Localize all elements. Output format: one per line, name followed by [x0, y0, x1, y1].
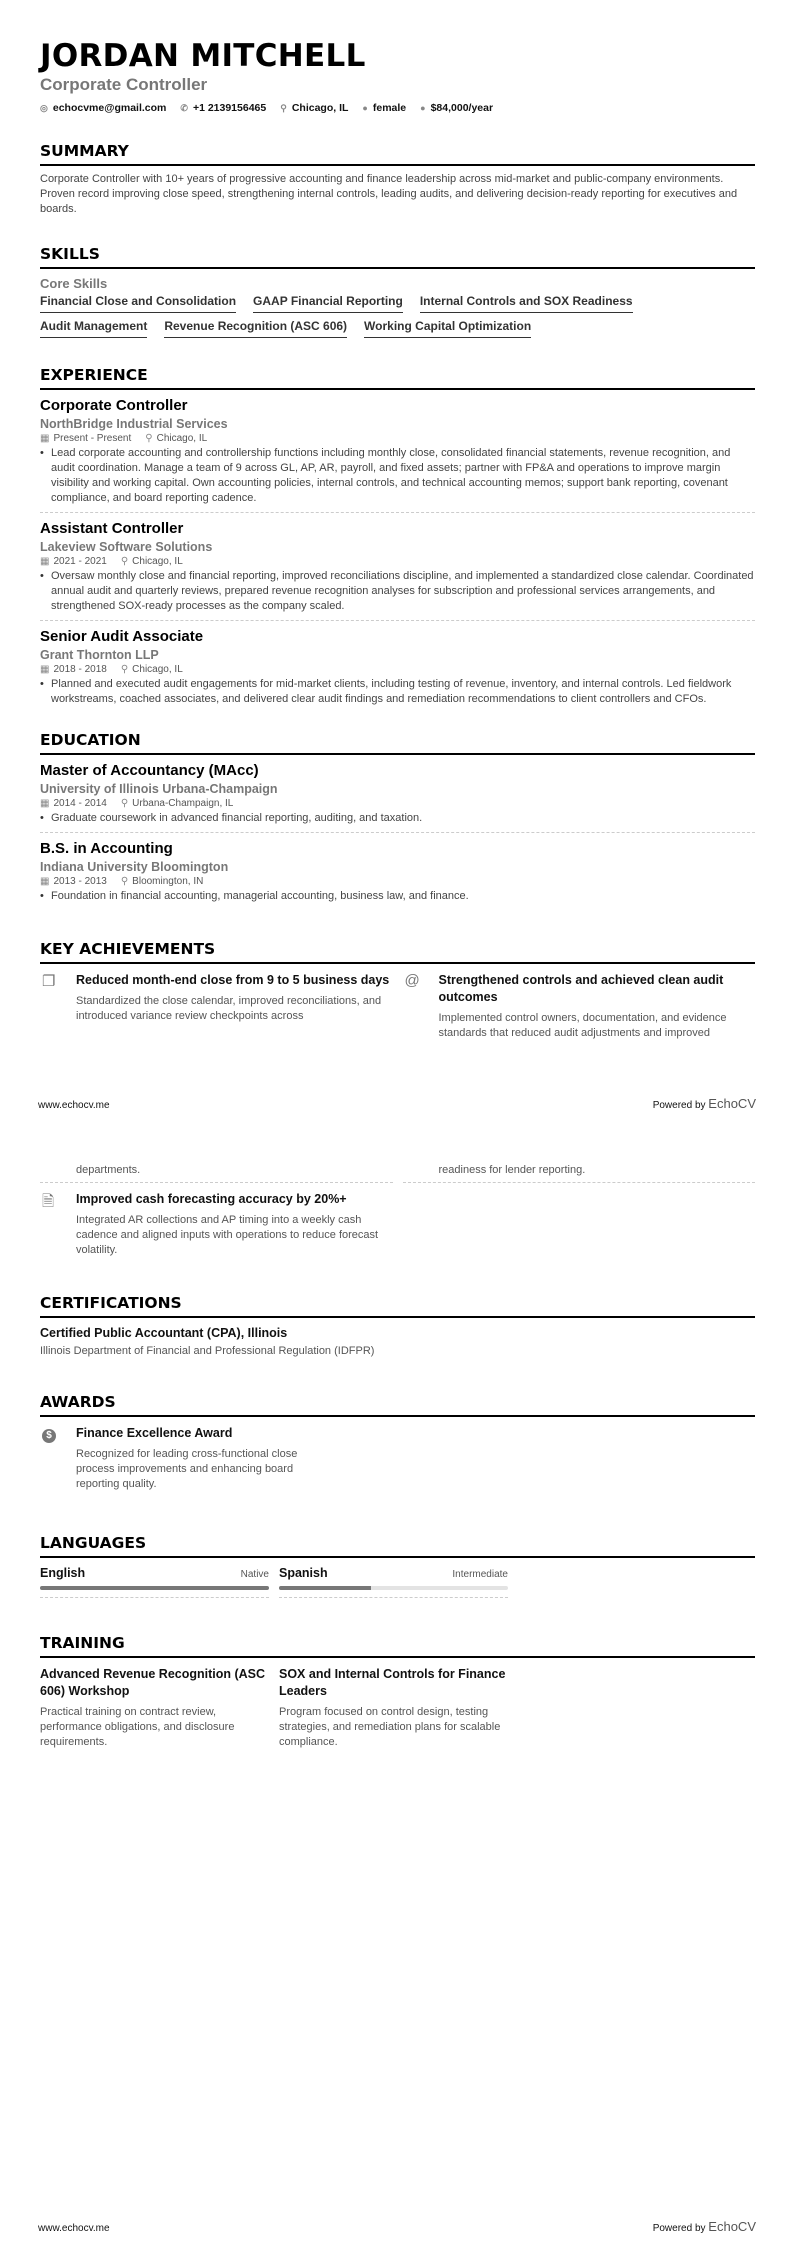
section-heading: AWARDS [40, 1393, 755, 1417]
calendar-icon: ▦ [40, 798, 50, 809]
experience-item [40, 513, 755, 621]
phone-icon: ✆ [180, 103, 188, 113]
cert-title: Certified Public Accountant (CPA), Illinois [40, 1326, 288, 1340]
page-2 [0, 1123, 794, 2246]
dates: 2013 - 2013 [53, 876, 107, 887]
achievement-item [40, 1183, 393, 1264]
footer-site: www.echocv.me [38, 1100, 110, 1111]
experience-item [40, 390, 755, 513]
dates: 2018 - 2018 [53, 664, 107, 675]
school: University of Illinois Urbana-Champaign [40, 782, 278, 796]
section-heading: TRAINING [40, 1634, 755, 1658]
language-level: Intermediate [452, 1569, 508, 1580]
location: Chicago, IL [132, 556, 183, 567]
training-title: Advanced Revenue Recognition (ASC 606) Workshop [40, 1667, 266, 1698]
dollar-circle-icon: $ [40, 1425, 76, 1492]
skill-item: Revenue Recognition (ASC 606) [164, 319, 347, 338]
proficiency-fill [40, 1586, 269, 1590]
contact-salary: ● $84,000/year [420, 102, 494, 114]
documents-icon: ❐ [42, 973, 56, 990]
achievement-desc: Implemented control owners, documentation, and evidence standards that reduced audit adjustments and improved [438, 1012, 727, 1039]
footer-site: www.echocv.me [38, 2223, 110, 2234]
contact-email: ◎ echocvme@gmail.com [40, 102, 167, 114]
achievement-continuation: readiness for lender reporting. [403, 1163, 756, 1183]
school: Indiana University Bloomington [40, 860, 229, 874]
education-item [40, 755, 755, 833]
location-icon: ⚲ [120, 798, 129, 809]
location: Chicago, IL [156, 433, 208, 444]
location-icon: ⚲ [145, 433, 153, 444]
at-sign-icon: @ [404, 972, 420, 989]
education-section [40, 731, 755, 910]
skill-item: GAAP Financial Reporting [253, 294, 403, 313]
skill-list [40, 294, 755, 338]
section-heading: EXPERIENCE [40, 366, 755, 390]
achievement-title: Reduced month-end close from 9 to 5 business days [76, 973, 390, 987]
calendar-icon: ▦ [40, 433, 50, 444]
company: Grant Thornton LLP [40, 648, 159, 662]
user-icon: ● [362, 103, 368, 113]
company: NorthBridge Industrial Services [40, 417, 228, 431]
language-name: Spanish [279, 1566, 328, 1580]
awards-section [40, 1393, 755, 1498]
contact-location: ⚲ Chicago, IL [280, 102, 349, 114]
section-heading: CERTIFICATIONS [40, 1294, 755, 1318]
language-item [40, 1566, 269, 1598]
experience-item [40, 621, 755, 713]
footer-powered: Powered by [652, 1100, 706, 1111]
education-item [40, 833, 755, 910]
skills-section [40, 245, 755, 338]
certifications-section [40, 1294, 755, 1357]
footer-powered: Powered by [652, 2223, 706, 2234]
bullet: • Foundation in financial accounting, managerial accounting, business law, and finance. [40, 889, 755, 904]
degree: B.S. in Accounting [40, 840, 173, 857]
job-title: Senior Audit Associate [40, 628, 204, 645]
proficiency-bar [40, 1586, 269, 1590]
candidate-name: JORDAN MITCHELL [40, 38, 366, 74]
candidate-title: Corporate Controller [40, 75, 208, 94]
dates: 2021 - 2021 [53, 556, 107, 567]
skill-item: Financial Close and Consolidation [40, 294, 236, 313]
company: Lakeview Software Solutions [40, 540, 213, 554]
summary-section [40, 142, 755, 217]
bullet: • Lead corporate accounting and controllership functions including monthly close, consolidated financial statements, revenue recognition, and audit coordination. Manage a team of 9 across GL, AP, AR, payroll, and fixed assets; partner with FP&A and operations to improve margin visibility and working capital. Own accounting policies, internal controls, and technical accounting memos; support bank reporting, covenant compliance, and board reporting cadence. [40, 446, 755, 506]
achievement-desc: Standardized the close calendar, improved reconciliations, and introduced variance review checkpoints across [76, 995, 382, 1022]
experience-section [40, 366, 755, 713]
location-icon: ⚲ [120, 664, 129, 675]
contact-gender: ● female [362, 102, 407, 114]
section-heading: EDUCATION [40, 731, 755, 755]
calendar-icon: ▦ [40, 556, 50, 567]
location-icon: ⚲ [280, 103, 287, 113]
location: Bloomington, IN [132, 876, 204, 887]
salary-icon: ● [420, 103, 426, 113]
achievement-title: Strengthened controls and achieved clean audit outcomes [438, 973, 724, 1004]
proficiency-bar [279, 1586, 508, 1590]
contact-phone: ✆ +1 2139156465 [180, 102, 267, 114]
summary-text: Corporate Controller with 10+ years of progressive accounting and finance leadership across mid-market and public-company environments. Proven record improving close speed, strengthening internal controls, leading audits, and delivering decision-ready reporting for executives and boards. [40, 173, 738, 215]
dates: 2014 - 2014 [53, 798, 107, 809]
award-item [40, 1417, 300, 1498]
section-heading: SKILLS [40, 245, 755, 269]
award-desc: Recognized for leading cross-functional close process improvements and enhancing board reporting quality. [76, 1448, 298, 1490]
location: Chicago, IL [132, 664, 183, 675]
section-heading: SUMMARY [40, 142, 755, 166]
achievement-item [40, 964, 393, 1047]
training-item [40, 1666, 269, 1750]
location: Urbana-Champaign, IL [132, 798, 234, 809]
training-desc: Program focused on control design, testing strategies, and remediation plans for scalable compliance. [279, 1706, 501, 1748]
language-level: Native [240, 1569, 269, 1580]
invoice-dollar-icon: 🗎 [42, 1193, 55, 1210]
bullet: • Oversaw monthly close and financial reporting, improved reconciliations discipline, and implemented a standardized close calendar. Coordinated annual audit and quarterly reviews, prepared revenue recognition analyses for subscription and professional services arrangements, and strengthened SOX-ready processes as the company scaled. [40, 569, 755, 614]
footer-brand: EchoCV [708, 2219, 756, 2234]
training-item [279, 1666, 508, 1750]
language-name: English [40, 1566, 86, 1580]
skill-item: Working Capital Optimization [364, 319, 531, 338]
location-icon: ⚲ [120, 876, 129, 887]
languages-section [40, 1534, 755, 1598]
location-icon: ⚲ [120, 556, 129, 567]
proficiency-fill [279, 1586, 371, 1590]
training-desc: Practical training on contract review, performance obligations, and disclosure requirements. [40, 1706, 235, 1748]
dates: Present - Present [53, 433, 132, 444]
certification-item [40, 1326, 755, 1357]
training-section [40, 1634, 755, 1750]
skill-item: Audit Management [40, 319, 147, 338]
bullet: • Graduate coursework in advanced financial reporting, auditing, and taxation. [40, 811, 755, 826]
language-item [279, 1566, 508, 1598]
section-heading: KEY ACHIEVEMENTS [40, 940, 755, 964]
skill-group-title: Core Skills [40, 276, 108, 291]
footer-brand: EchoCV [708, 1096, 756, 1111]
achievement-item [403, 964, 756, 1047]
cert-issuer: Illinois Department of Financial and Professional Regulation (IDFPR) [40, 1345, 375, 1357]
training-title: SOX and Internal Controls for Finance Leaders [279, 1667, 506, 1698]
achievement-desc: Integrated AR collections and AP timing into a weekly cash cadence and aligned inputs with operations to reduce forecast volatility. [76, 1214, 379, 1256]
page-footer [38, 2219, 756, 2234]
bullet: • Planned and executed audit engagements for mid-market clients, including testing of revenue, inventory, and internal controls. Led fieldwork workstreams, coached associates, and delivered clear audit findings and remediation recommendations to client controllers and CFOs. [40, 677, 755, 707]
job-title: Assistant Controller [40, 520, 184, 537]
calendar-icon: ▦ [40, 876, 50, 887]
calendar-icon: ▦ [40, 664, 50, 675]
degree: Master of Accountancy (MAcc) [40, 762, 259, 779]
award-title: Finance Excellence Award [76, 1426, 233, 1440]
page-footer [38, 1096, 756, 1111]
achievement-title: Improved cash forecasting accuracy by 20%+ [76, 1192, 347, 1206]
achievements-section [40, 940, 755, 1047]
section-heading: LANGUAGES [40, 1534, 755, 1558]
contact-list [40, 102, 755, 114]
skill-item: Internal Controls and SOX Readiness [420, 294, 633, 313]
job-title: Corporate Controller [40, 397, 188, 414]
achievement-continuation: departments. [40, 1163, 393, 1183]
email-icon: ◎ [40, 103, 48, 113]
